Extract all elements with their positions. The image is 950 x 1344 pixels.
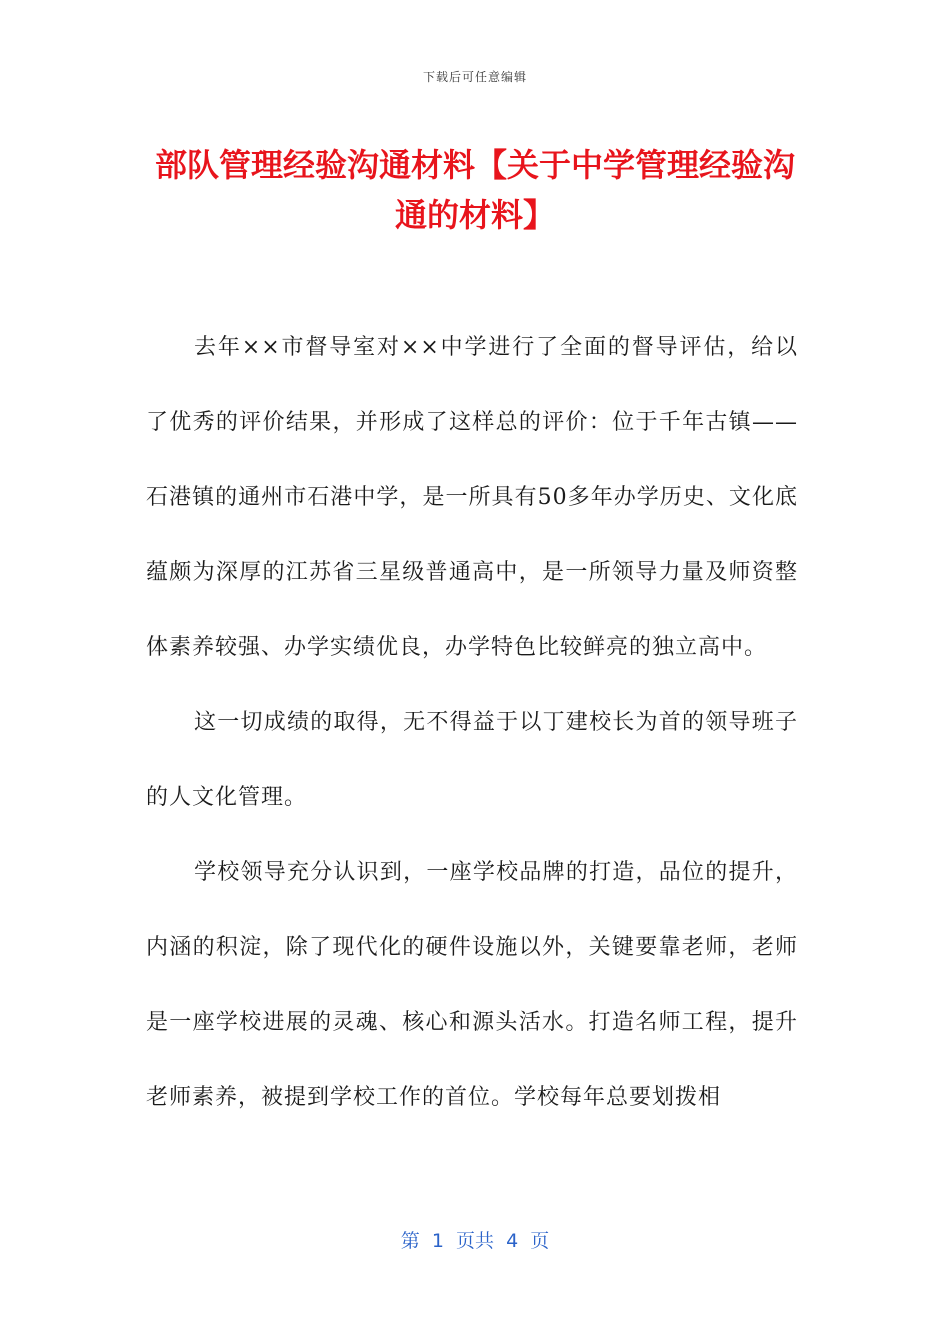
page-indicator: 第 1 页共 4 页 — [400, 1230, 550, 1252]
paragraph: 去年××市督导室对××中学进行了全面的督导评估，给以了优秀的评价结果，并形成了这样总的评价：位于千年古镇——石港镇的通州市石港中学，是一所具有50多年办学历史、文化底蕴颇为深厚的江苏省三星级普通高中，是一所领导力量及师资整体素养较强、办学实绩优良，办学特色比较鲜亮的独立高中。 — [146, 335, 798, 660]
header-note: 下载后可任意编辑 — [422, 70, 527, 84]
document-body — [146, 310, 798, 1135]
document-title: 部队管理经验沟通材料【关于中学管理经验沟通的材料】 — [154, 146, 795, 234]
paragraph: 学校领导充分认识到，一座学校品牌的打造，品位的提升，内涵的积淀，除了现代化的硬件设施以外，关键要靠老师，老师是一座学校进展的灵魂、核心和源头活水。打造名师工程，提升老师素养，被提到学校工作的首位。学校每年总要划拨相 — [146, 860, 798, 1110]
paragraph: 这一切成绩的取得，无不得益于以丁建校长为首的领导班子的人文化管理。 — [146, 710, 798, 810]
